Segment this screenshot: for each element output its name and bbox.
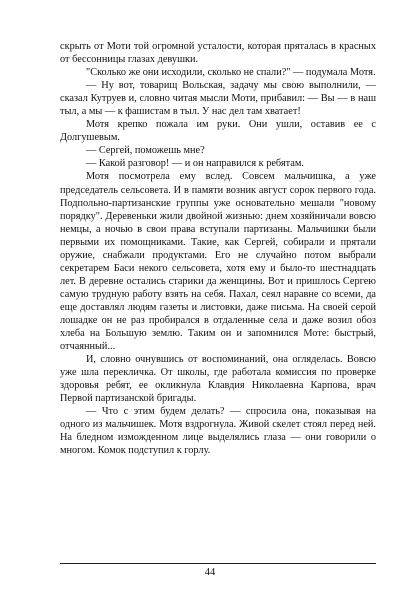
paragraph: — Что с этим будем делать? — спросила она, показывая на одного из мальчишек. Мотя вздрогнула. Живой скелет стоял перед ней. На бледном изможденном лице выделялись глаза — они говорили о многом. Комок подступил к горлу.	[60, 406, 376, 457]
footer-rule	[60, 563, 376, 564]
paragraph: Мотя крепко пожала им руки. Они ушли, оставив ее с Долгушевым.	[60, 119, 376, 144]
body-text	[60, 40, 376, 458]
paragraph: — Сергей, поможешь мне?	[86, 145, 205, 157]
paragraph: Мотя посмотрела ему вслед. Совсем мальчишка, а уже председатель сельсовета. И в памяти возник август сорок первого года. Подпольно-партизанские группы уже основательно мешали "новому порядку". Деревеньки жили двойной жизнью: днем хозяйничали вовсю немцы, а ночью в свои права вступали партизаны. Мальчишки были первыми их помощниками. Такие, как Сергей, собирали и прятали оружие, снабжали продуктами. Его не случайно потом выбрали секретарем Баси некого сельсовета, хотя ему и было-то шестнадцать лет. В деревне остались старики да женщины. Вот и пришлось Сергею самую трудную работу взять на себя. Пахал, сеял наравне со всеми, да еще доставлял людям газеты и листовки, даже письма. На своей серой лошадке он не раз пробирался в отдаленные села и даже возил обоз хлеба на Большую землю. Таким он и запомнился Моте: быстрый, отчаянный...	[60, 171, 376, 353]
paragraph: — Какой разговор! — и он направился к ребятам.	[86, 158, 304, 170]
page-number: 44	[204, 567, 216, 578]
paragraph: — Ну вот, товарищ Вольская, задачу мы свою выполнили, — сказал Кутруев и, словно читая мысли Моти, прибавил: — Вы — в наш тыл, а мы — к фашистам в тыл. У нас дел там хватает!	[60, 80, 376, 118]
paragraph: "Сколько же они исходили, сколько не спали?" — подумала Мотя.	[86, 67, 376, 79]
paragraph: И, словно очнувшись от воспоминаний, она огляделась. Вовсю уже шла перекличка. От школы, где работала комиссия по проверке здоровья ребят, ее окликнула Клавдия Николаевна Карпова, врач Первой партизанской бригады.	[60, 354, 376, 405]
paragraph: скрыть от Моти той огромной усталости, которая пряталась в красных от бессонницы глазах девушки.	[60, 41, 376, 66]
